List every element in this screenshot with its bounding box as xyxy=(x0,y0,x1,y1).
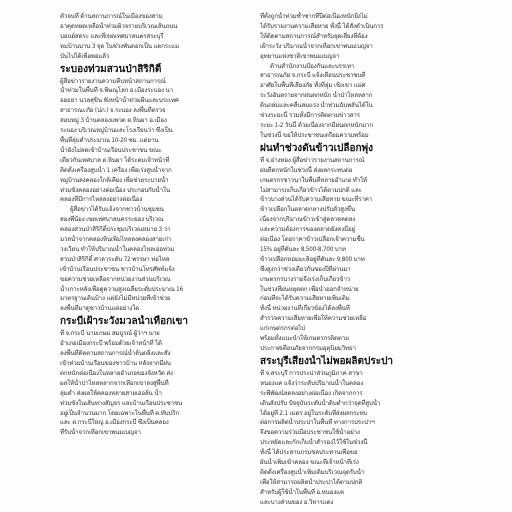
text-line: ตัวจนที่ ด้านสถานการณ์ในเมืองของสาม xyxy=(60,13,163,20)
text-line: ทั้งนี้ ได้ประสานกรมชลประทานเพื่อขอ xyxy=(260,449,358,457)
text-line: สำหรับผู้ใช้น้ำในพื้นที่ อ.หนองแค xyxy=(260,488,344,496)
text-line: ระวังอันตรายจากฝนตกหนัก น้ำป่าไหลหลาก xyxy=(260,92,373,100)
text-line: ช่วงระยะนี้ รวมทั้งมีการติดตามข่าวสาร xyxy=(260,112,360,120)
text-line: ฝนที่ตกหนักในช่วงนี้ ส่งผลกระทบต่อ xyxy=(260,166,353,174)
text-line: ได้รับรายงานความเสียหาย ทั้งนี้ ได้สั่งดำเนินการ xyxy=(260,22,384,30)
text-line: ลุ่มต่ำ ส่งผลให้คลองหลายสายเอ่อล้น น้ำ xyxy=(60,389,162,397)
text-line: วงเวียน ทำให้ปริมาณน้ำในคลองไหลเอ่อท่วม xyxy=(60,245,175,253)
text-line: เข้าท่วมบ้านเรือนของชาวบ้าน หลังจากมีฝน xyxy=(60,360,171,367)
text-line: 15% อยู่ที่ตันละ 8,500-8,700 บาท xyxy=(260,245,346,253)
text-line: ผลให้น้ำป่าไหลหลากจากเทือกเขาลงสู่พื้นที่ xyxy=(60,379,169,387)
section-heading: ฝนทำช่วงดันข้าวเปลือกพุ่ง xyxy=(260,142,374,154)
text-line: เดียวกันเทศบาล ต.หินผา ได้ระดมเจ้าหน้าที่ xyxy=(60,156,170,164)
section-heading: ระบองท่วมสวนป่าสิริกิติ์ xyxy=(60,63,162,75)
text-line: ให้ติดตามสถานการณ์สำหรับจุดเสี่ยงที่ต้อง xyxy=(260,32,368,40)
text-line: ด้านสำนักงานป้องกันและบรรเทา xyxy=(270,62,355,70)
text-line: เดินสังปรับ ปัจจุบันระดับน้ำดิบต่ำกว่าจุดที่สูบน้ำ xyxy=(260,399,381,407)
article-paragraph xyxy=(260,369,456,508)
text-line: บันไปได้เพื่อพอแล้ว xyxy=(60,52,110,60)
text-line: ผู้สื่อข่าวรายงานความคืบหน้าสถานการณ์ xyxy=(60,77,166,85)
text-line: สอบหมู่ 3 บ้านคลองแพวด ต.หินผา อ.เมือง xyxy=(60,117,167,125)
text-line: ระพีพัฒน์ลดลงอย่างต่อเนื่อง เกิดจากการ xyxy=(260,389,363,397)
text-line: สาธารณภัย จ.กระบี่ แจ้งเตือนประชาชนที่ xyxy=(260,72,366,80)
text-line: อยธยา นวลสุขิน ฟังหน้าน้ำท่วมผีนและบระเทศ xyxy=(60,97,179,105)
text-line: มวลน้ำจากคลองหินเพิ่มไหลลงคลองสายเก่า xyxy=(60,236,172,244)
text-line: จึงขอความร่วมมือประชาชนใช้น้ำอย่าง xyxy=(260,429,360,437)
text-line: อุทยานแห่งชาติเขาพนมเบญจา xyxy=(260,52,340,60)
text-line: ไม่สามารถเก็บเกี่ยวข้าวได้ตามปกติ และ xyxy=(260,186,362,194)
text-line: และบางส่วนของ อ.วิหารแดง xyxy=(260,498,334,506)
article-paragraph xyxy=(260,71,456,140)
text-line: น้ำท่วมในพื้นที่ จ.พิษณุโลก อ.เมืองระบอง นา xyxy=(60,87,173,95)
text-line: ขอความช่วยเหลือจากหน่วยงานส่วนบริเวณ xyxy=(60,275,171,283)
text-line: สองพี่น้อง เขตเทศบาลนครระยอง บริเวณ xyxy=(60,216,164,224)
text-line: อำเภอเมืองกระบี่ พร้อมด้วยเจ้าหน้าที่ ได้ xyxy=(60,340,162,348)
text-line: หมู่บ้านลงคลองใกล้เคียง เพื่อช่วยระบายน้ำ xyxy=(60,176,169,184)
text-line: ข้าวเปลือกในตลาดกลางปรับตัวสูงขึ้น xyxy=(260,206,355,214)
text-line: ลงพื้นที่ติดตามสถานการณ์น้ำล้นตลิ่งและสั่ง xyxy=(60,350,171,358)
text-line: สาธารณะภัย (ปภ.) จ.ระบอง ลงพื้นที่ตรวจ xyxy=(60,107,166,115)
section-heading: กระบี่เฝ้าระวังมวลน้ำเทือกเขา xyxy=(60,316,189,328)
text-line: ข้าวเปลือกหอมมะลิอยู่ที่ตันละ 9,800 บาท xyxy=(260,255,365,263)
text-line: ต่อเนื่อง โดยราคาข้าวเปลือกเจ้าความชื้น xyxy=(260,236,365,244)
text-line: เข้าบ้านเรือนประชาชน ชาวบ้านโทรศัพท์แจ้ง xyxy=(60,265,175,273)
article-paragraph xyxy=(60,215,250,314)
text-line: ประกาศเตือนภัยจากกรมอุตุนิยมวิทยา xyxy=(260,345,356,352)
text-line: พร้อมทั้งแนะนำให้เกษตรกรติดตาม xyxy=(260,335,350,343)
text-line: อยู่เป็นจำนวนมาก โดยเฉพาะในพื้นที่ ต.ทับปริก xyxy=(60,409,179,417)
text-line: ที่ตั้งถูกน้ำท่วมซ้ำซากทีปีต่อเนื่องหนักยิ่งไม่ xyxy=(260,13,368,20)
text-line: หมบ้านบาน 3 จุด ในช่วงพันดอกเป็น แดกระแม xyxy=(60,42,179,50)
text-line: แก่เกษตรกรต่อไป xyxy=(260,325,305,333)
text-line: ทั้งนี้ หน่วยงานที่เกี่ยวข้องได้ลงพื้นที่ xyxy=(260,305,350,313)
text-line: ติดตั้งเครื่องสูบน้ำเพิ่มเติมบริเวณจุดรับน้ำ xyxy=(260,468,365,476)
article-paragraph xyxy=(60,77,250,206)
text-line: ในช่วงนี้ ขอให้ประชาชนเตรียมความพร้อม xyxy=(260,131,369,139)
text-line: คลองสวนป่าสิริกิติ์ประชุมบริเวณหมาย 3 ว่า xyxy=(60,226,171,234)
text-line: พื้นที่ลุ่มต่ำประมาณ 10-20 ซม. แต่ยาน xyxy=(60,136,159,144)
text-line: สำรวจความเสียหายเพื่อให้ความช่วยเหลือ xyxy=(260,315,367,323)
text-line: ได้อยู่ที่ 2.1 เมตร อยู่ในระดับที่ส่งผลกระทบ xyxy=(260,409,368,417)
text-line: หนองแค แจ้งว่าระดับปริมาณน้ำในคลอง xyxy=(260,379,364,387)
text-line: ประหยัดและกักเก็บน้ำสำรองไว้ใช้ในช่วงนี้ xyxy=(260,439,368,447)
text-line: ดินถล่มและคลื่นลมแรง น้ำท่วมฉับพลันได้ใน xyxy=(260,102,373,110)
text-line: สวนป่าสิริกิติ์ ศาลาระดับ 72 พรรษา ท่อไหล xyxy=(60,255,170,263)
text-line: ก่อนที่จะได้รับความเสียหายเพิ่มเติม xyxy=(260,295,350,303)
text-line: เกษตรกรชาวนาในพื้นที่หลายอำเภอ ทำให้ xyxy=(260,176,367,184)
text-line: ท่วมขังในเส้นทางสัญจร และบ้านเรือนประชาชน xyxy=(60,399,183,407)
text-line: ที่ จ.สระบุรี การประปาส่วนภูมิภาค สาขา xyxy=(260,369,363,377)
text-line: น้ำเกาะหลังเพื่อดูความสูงเฉลี่ยระดับประมาณ 16 xyxy=(60,285,183,293)
text-line: ลงพื้นที่มาดูชาวบ้านแต่อย่างใด xyxy=(60,305,140,313)
text-line: ระยะ 1-2 วันนี้ ด้วยเนื่องจากมีฝนตกหนักมาก xyxy=(260,121,373,129)
text-line: ผู้สื่อข่าวได้รับแจ้งจากชาวบ้านชุมชน xyxy=(70,206,164,214)
text-line: ติดตั้งเครื่องสูบน้ำ 1 เครื่อง เพื่อเร่งสูบน้ำจาก xyxy=(60,166,172,174)
text-line: และความต้องการของตลาดยังคงมีอยู่ xyxy=(260,226,356,234)
text-line: มาตรฐานเดินบ้าง แต่ยังไม่มีหน่วยที่เข้าช่วย xyxy=(60,295,171,303)
text-line: เนื่องจากปริมาณข้าวเข้าสู่ตลาดลดลง xyxy=(260,216,356,224)
article-paragraph xyxy=(260,156,456,354)
text-line: อาศัยในพื้นที่เสี่ยงภัย ทั้งที่ลุ่ม เชิงเขา แม่ศ xyxy=(260,82,366,90)
article-paragraph xyxy=(60,205,250,215)
text-line: เฝ้าระวัง ปริมาณน้ำจากเทือกเขาพนมเบญจา xyxy=(260,42,373,50)
text-line: และ ต.กระบี่ใหญ่ อ.เมืองกระบี่ ซึ่งเป็นคลอง xyxy=(60,419,169,427)
left-column xyxy=(60,12,250,438)
text-line: ตกหนักต่อเนื่องในหลายอำเภอของจังหวัด ส่ง xyxy=(60,369,173,377)
text-line: ต่อการผลิตน้ำประปาในพื้นที่ ทางการประปาฯ xyxy=(260,419,375,427)
text-line: เกษตรกรบางรายจึงเร่งเก็บเกี่ยวข้าว xyxy=(260,275,351,283)
text-line: ที่ จ.กระบี่ นายเกษม สมบูรณ์ ผู้ว่าฯ นาย xyxy=(60,330,160,338)
text-line: เพื่อให้สามารถผลิตน้ำประปาได้ตามปกติ xyxy=(260,478,363,486)
text-line: ที่ จ.อ่างทอง ผู้สื่อข่าวรายงานสถานการณ์ xyxy=(260,156,365,164)
text-line: ที่รับน้ำจากเทือกเขาพนมเบญจา xyxy=(60,429,141,437)
text-line: ผันน้ำเพิ่มเข้าคลอง ขณะที่เจ้าหน้าที่เร่ง xyxy=(260,459,359,467)
text-line: ท่วมขังคลองอย่างต่อเนื่อง ประกอบกับน้ำใน xyxy=(60,186,170,194)
right-column xyxy=(260,12,456,508)
text-line: คลองที่มีการไหลลงอย่างต่อเนื่อง xyxy=(60,196,143,204)
article-paragraph xyxy=(60,329,250,438)
text-line: ข้าวบางส่วนได้รับความเสียหาย ขณะที่ราคา xyxy=(260,196,373,204)
article-paragraph xyxy=(60,12,250,62)
text-line: ระบอง บริเวณหมู่บ้านและโรงเรียนว่า ซึ่งเป็น xyxy=(60,127,173,135)
text-line: บอนย์สดระ และที่เขตเทศบาลนครสระบุรี xyxy=(60,32,164,40)
text-line: อาคุดหยดเหลือน้ำท่วมผิวจรายบริเวณเส้นถนน xyxy=(60,22,178,30)
text-line: ในช่วงที่ฝนหยุดตก เพื่อนำออกจำหน่าย xyxy=(260,285,359,293)
article-paragraph xyxy=(260,62,456,72)
article-paragraph xyxy=(260,12,456,62)
text-line: น้ำยังไม่ลดเข้าบ้านเรือนประชาชน ขณะ xyxy=(60,146,162,154)
section-heading: สระบุรีเสี่ยงน้ำไม่พอผลิตประปา xyxy=(260,355,394,367)
text-line: ซึ่งสูงกว่าช่วงเดียวกันของปีที่ผ่านมา xyxy=(260,265,351,273)
